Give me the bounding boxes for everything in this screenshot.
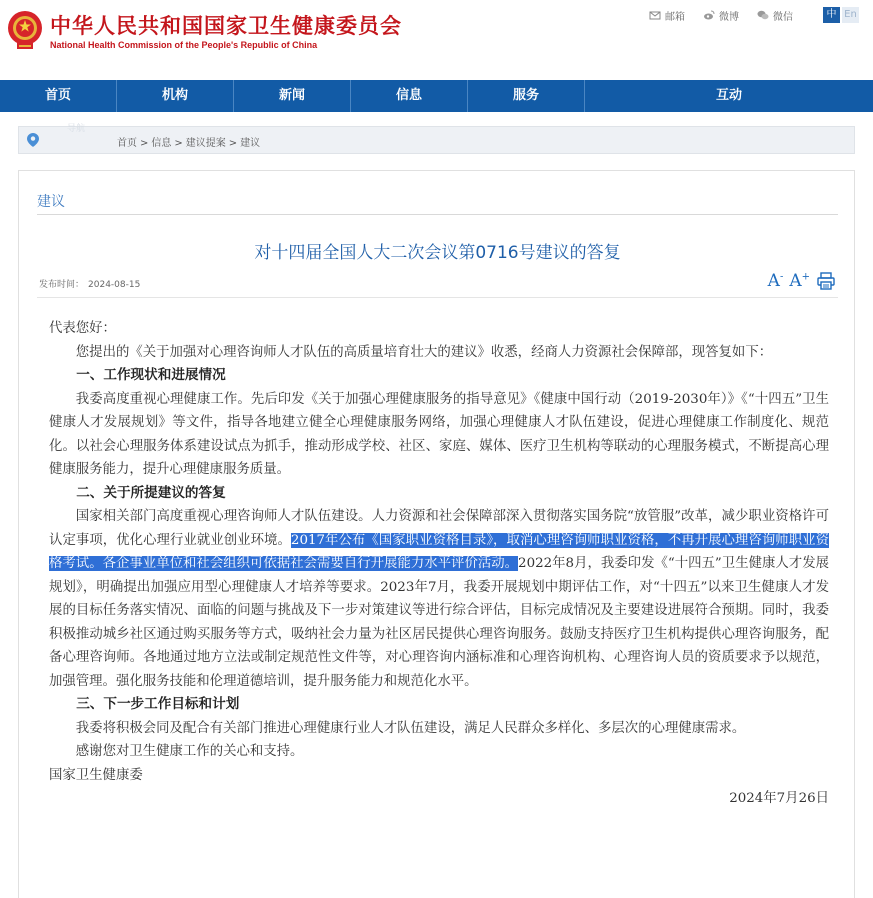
nav-item-information[interactable]: 信息 [351,80,468,112]
breadcrumb [18,126,855,154]
article-tools [768,271,836,291]
article-body [49,317,829,811]
paragraph-2-part-a: 国家相关部门高度重视心理咨询师人才队伍建设。人力资源和社会保障部深入贯彻落实国务院“放管服”改革，减少职业资格许可认定事项，优化心理行业就业创业环境。 [49,509,829,548]
nav-item-services[interactable]: 服务 [468,80,585,112]
email-label: 邮箱 [665,11,685,23]
publish-date-label: 发布时间： [39,280,85,290]
font-increase-sup: + [801,271,810,283]
nav-item-interaction[interactable]: 互动 [715,88,742,103]
breadcrumb-separator: > [228,138,238,149]
breadcrumb-proposals[interactable]: 建议提案 [185,138,226,149]
font-decrease-label: A [767,271,780,291]
nav-item-home[interactable]: 首页 [0,80,117,112]
nav-item-organization[interactable]: 机构 [117,80,234,112]
wechat-icon [757,9,769,21]
breadcrumb-home[interactable]: 首页 [117,138,137,149]
location-pin-icon [27,133,39,147]
publish-date: 2024-08-15 [88,280,141,290]
weibo-label: 微博 [719,11,739,23]
breadcrumb-trail [117,134,260,149]
nav-item-news[interactable]: 新闻 [234,80,351,112]
paragraph-2-part-b: 2022年8月，我委印发《“十四五”卫生健康人才发展规划》，明确提出加强应用型心理健康人才培养等要求。2023年7月，我委开展规划中期评估工作，对“十四五”以来卫生健康人才发展的目标任务落实情况、面临的问题与挑战及下一步对策建议等进行综合评估，目标完成情况及主要建设进展符合预期。同时，我委积极推动城乡社区通过购买服务等方式，吸纳社会力量为社区居民提供心理咨询服务。鼓励支持医疗卫生机构提供心理咨询服务，配备心理咨询师。各地通过地方立法或制定规范性文件等，对心理咨询内涵标准和心理咨询机构、心理咨询人员的资质要求予以规范，加强管理。强化服务技能和伦理道德培训，提升服务能力和规范化水平。 [49,556,829,689]
paragraph-2 [49,505,829,693]
signature: 国家卫生健康委 [49,767,143,783]
language-switch [823,7,859,23]
font-increase-button[interactable] [789,271,810,291]
article-title: 对十四届全国人大二次会议第0716号建议的答复 [254,243,621,263]
weibo-icon [703,9,715,21]
print-icon[interactable] [816,271,836,291]
meta-divider [37,297,838,298]
heading-2: 二、关于所提建议的答复 [76,484,226,501]
breadcrumb-information[interactable]: 信息 [151,138,172,149]
breadcrumb-ghost-text: 导航 [67,124,86,134]
breadcrumb-separator: > [174,138,183,149]
publish-meta [39,277,140,290]
email-icon [649,9,661,21]
font-decrease-sup: - [779,271,784,283]
lang-zh-button[interactable]: 中 [823,7,840,23]
section-divider [37,214,838,215]
selected-text-highlight[interactable]: 2017年公布《国家职业资格目录》，取消心理咨询师职业资格，不再开展心理咨询师职业资格考试。各企事业单位和社会组织可依据社会需要自行开展能力水平评价活动。 [49,532,829,571]
wechat-label: 微信 [773,11,793,23]
site-header [0,0,873,80]
site-title-en[interactable]: National Health Commission of the People's Republic of China [50,40,318,50]
intro-paragraph: 您提出的《关于加强对心理咨询师人才队伍的高质量培育壮大的建议》收悉，经商人力资源社会保障部，现答复如下： [75,344,773,360]
greeting: 代表您好： [49,321,116,336]
paragraph-1: 我委高度重视心理健康工作。先后印发《关于加强心理健康服务的指导意见》《健康中国行动（2019-2030年）》《“十四五”卫生健康人才发展规划》等文件，指导各地建立健全心理健康服务网络，加强心理健康人才队伍建设，促进心理健康工作制度化、规范化。以社会心理服务体系建设试点为抓手，推动形成学校、社区、家庭、媒体、医疗卫生机构等联动的心理服务模式，不断提高心理健康服务能力，提升心理健康服务质量。 [49,391,829,477]
thanks-paragraph: 感谢您对卫生健康工作的关心和支持。 [75,744,304,759]
article-container [18,170,855,898]
breadcrumb-separator: > [140,138,149,149]
heading-3: 三、下一步工作目标和计划 [76,696,240,712]
national-emblem-icon[interactable] [6,9,44,51]
heading-1: 一、工作现状和进展情况 [76,367,226,383]
main-nav [0,80,873,112]
font-increase-label: A [789,271,802,291]
font-decrease-button[interactable] [768,271,784,291]
lang-en-button[interactable]: En [842,7,859,23]
paragraph-3: 我委将积极会同及配合有关部门推进心理健康行业人才队伍建设，满足人民群众多样化、多层次的心理健康需求。 [75,720,746,736]
sign-date: 2024年7月26日 [729,791,829,806]
weibo-link[interactable] [703,8,739,23]
top-links [649,7,859,23]
section-title: 建议 [37,194,65,210]
breadcrumb-suggestions[interactable]: 建议 [240,138,261,149]
site-title-cn[interactable]: 中华人民共和国国家卫生健康委员会 [50,14,402,38]
email-link[interactable] [649,8,685,23]
wechat-link[interactable] [757,8,793,23]
